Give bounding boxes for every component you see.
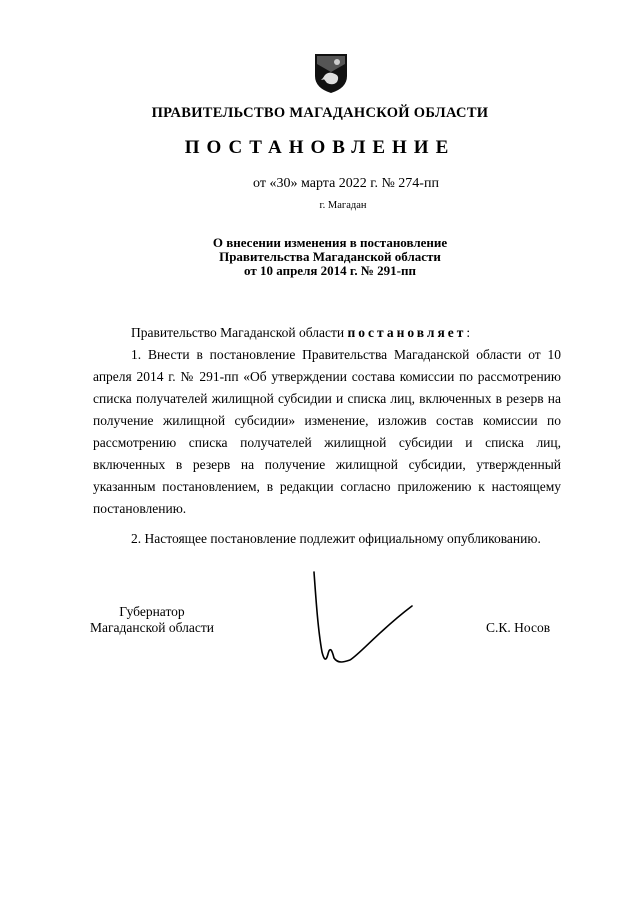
intro-paragraph <box>93 322 561 344</box>
subject-line-1: О внесении изменения в постановление <box>212 235 448 250</box>
document-date-number: от «30» марта 2022 г. № 274-пп <box>253 176 439 191</box>
handwritten-signature <box>300 570 420 670</box>
subject-line-3: от 10 апреля 2014 г. № 291-пп <box>244 263 416 278</box>
document-subject <box>0 236 640 278</box>
organization-title: ПРАВИТЕЛЬСТВО МАГАДАНСКОЙ ОБЛАСТИ <box>151 105 489 121</box>
item-1-paragraph: 1. Внести в постановление Правительства Магаданской области от 10 апреля 2014 г. № 291-пп «Об утверждении состава комиссии по рассмотрению списка получателей жилищной субсидии и списка лиц, включенных в резерв на получение жилищной субсидии» изменение, изложив состав комиссии по рассмотрению списка получателей жилищной субсидии и списка лиц, включенных в резерв на получение жилищной субсидии, утвержденный указанным постановлением, в редакции согласно приложению к настоящему постановлению. <box>93 347 561 516</box>
document-city: г. Магадан <box>319 200 367 211</box>
intro-colon: : <box>466 325 471 340</box>
signatory-title-line-1: Губернатор <box>119 604 185 619</box>
signatory-title <box>90 604 214 636</box>
signatory-title-line-2: Магаданской области <box>90 620 214 635</box>
document-body <box>93 322 561 550</box>
signatory-name: С.К. Носов <box>486 620 551 635</box>
subject-line-2: Правительства Магаданской области <box>219 249 441 264</box>
intro-text: Правительство Магаданской области <box>131 325 348 340</box>
magadan-coat-of-arms-icon <box>313 52 349 94</box>
document-type-title: ПОСТАНОВЛЕНИЕ <box>184 137 456 158</box>
intro-keyword: постановляет <box>347 325 467 340</box>
item-2-paragraph: 2. Настоящее постановление подлежит официальному опубликованию. <box>131 531 541 546</box>
